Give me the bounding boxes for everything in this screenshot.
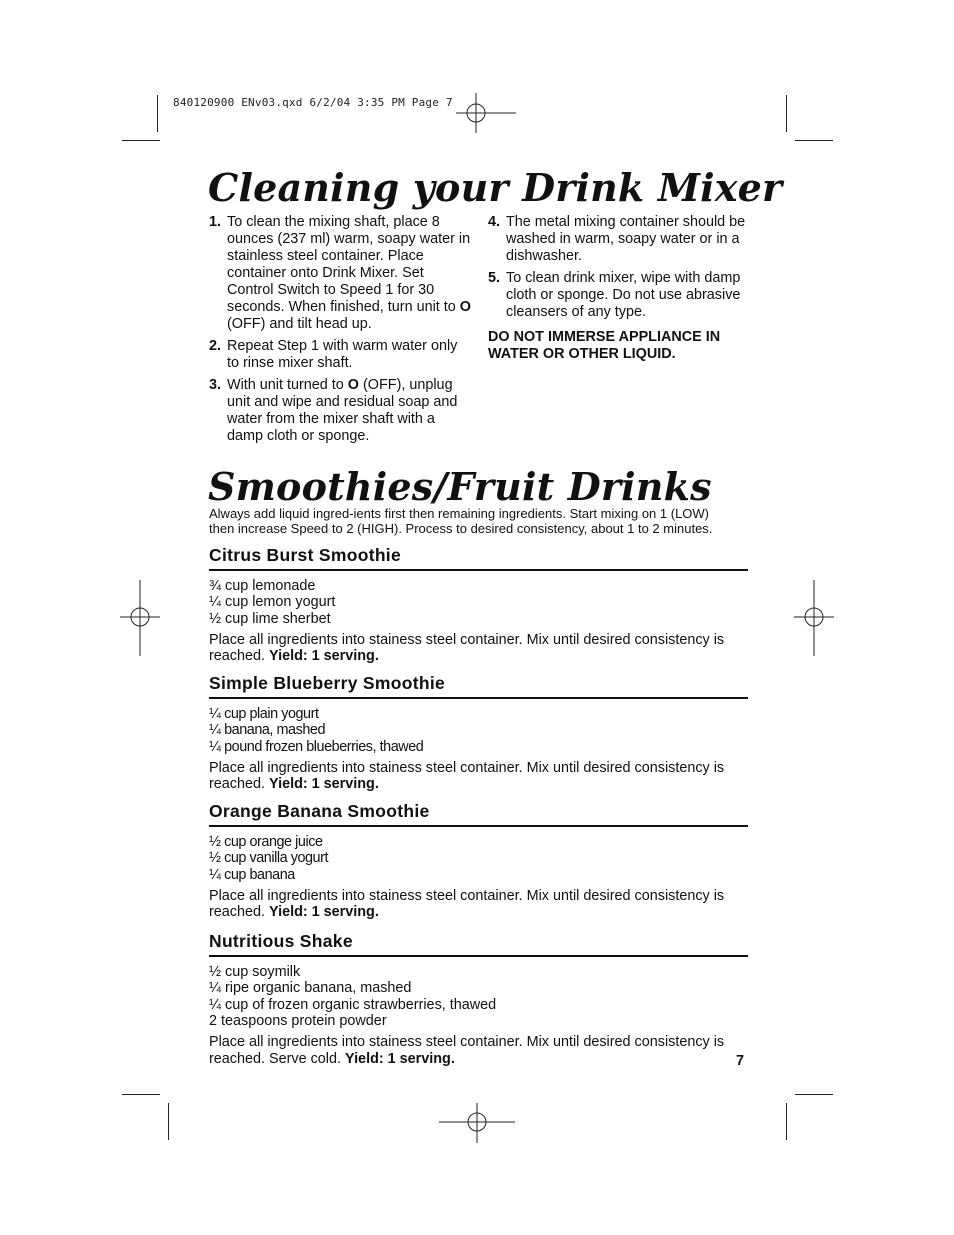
recipe-yield: Yield: 1 serving. bbox=[269, 904, 379, 921]
crop-mark bbox=[795, 1094, 833, 1095]
crop-mark bbox=[168, 1103, 169, 1140]
step-text: With unit turned to bbox=[227, 377, 348, 393]
method-text: Place all ingredients into stainess steel container. Mix until desired consistency is reached. bbox=[209, 887, 725, 921]
print-slug: 840120900 ENv03.qxd 6/2/04 3:35 PM Page 7 bbox=[173, 96, 453, 109]
cleaning-steps-left bbox=[209, 214, 471, 450]
step-number: 1. bbox=[209, 214, 222, 230]
recipe-simple-blueberry bbox=[209, 673, 748, 793]
ingredient: ¼ ripe organic banana, mashed bbox=[209, 980, 412, 997]
recipe-method bbox=[209, 632, 748, 665]
crop-mark bbox=[795, 140, 833, 141]
ingredient: ¼ cup lemon yogurt bbox=[209, 594, 336, 611]
recipe-title: Citrus Burst Smoothie bbox=[209, 545, 748, 571]
ingredient: ¼ cup plain yogurt bbox=[209, 706, 319, 722]
ingredient: ¼ cup banana bbox=[209, 866, 295, 883]
ingredient: ½ cup orange juice bbox=[209, 834, 323, 850]
recipe-nutritious-shake bbox=[209, 931, 748, 1067]
method-text: Place all ingredients into stainess steel container. Mix until desired consistency is reached. bbox=[209, 759, 725, 793]
recipe-method bbox=[209, 888, 748, 921]
crop-mark bbox=[786, 1103, 787, 1140]
crop-mark bbox=[122, 140, 160, 141]
cleaning-step bbox=[209, 377, 471, 445]
recipe-method bbox=[209, 1034, 748, 1067]
ingredient: ½ cup lime sherbet bbox=[209, 610, 331, 627]
recipe-method bbox=[209, 760, 748, 793]
ingredient: ½ cup vanilla yogurt bbox=[209, 850, 328, 867]
off-symbol: O bbox=[459, 299, 471, 315]
ingredient-list bbox=[209, 834, 748, 883]
recipe-title: Orange Banana Smoothie bbox=[209, 801, 748, 827]
method-text: Place all ingredients into stainess steel container. Mix until desired consistency is reached. Serve cold. bbox=[209, 1034, 725, 1067]
intro-line: then increase Speed to 2 (HIGH). Process to desired consistency, about 1 to 2 minutes. bbox=[209, 521, 713, 536]
step-number: 3. bbox=[209, 377, 222, 393]
step-text: The metal mixing container should be washed in warm, soapy water or in a dishwasher. bbox=[506, 214, 746, 264]
recipe-title: Simple Blueberry Smoothie bbox=[209, 673, 748, 699]
ingredient: ¾ cup lemonade bbox=[209, 578, 316, 594]
cleaning-title: Cleaning your Drink Mixer bbox=[208, 165, 783, 210]
step-text: (OFF), unplug unit and wipe and residual soap and water from the mixer shaft with a damp cloth or sponge. bbox=[227, 377, 458, 444]
recipe-yield: Yield: 1 serving. bbox=[345, 1050, 455, 1067]
step-text: To clean the mixing shaft, place 8 ounces (237 ml) warm, soapy water in stainless steel container. Place container onto Drink Mixer. Set Control Switch to Speed 1 for 30 seconds. When finished, turn unit to bbox=[227, 214, 471, 315]
warning-line: DO NOT IMMERSE APPLIANCE IN bbox=[488, 329, 721, 345]
step-text: To clean drink mixer, wipe with damp cloth or sponge. Do not use abrasive cleansers of any type. bbox=[506, 270, 741, 320]
cleaning-step bbox=[209, 338, 471, 372]
step-number: 2. bbox=[209, 338, 222, 354]
registration-mark-icon bbox=[120, 580, 160, 656]
registration-mark-icon bbox=[439, 1103, 515, 1143]
cleaning-step bbox=[488, 270, 752, 321]
step-number: 4. bbox=[488, 214, 501, 230]
warning-line: WATER OR OTHER LIQUID. bbox=[488, 346, 676, 362]
ingredient: ¼ banana, mashed bbox=[209, 722, 326, 739]
smoothies-title: Smoothies/Fruit Drinks bbox=[208, 464, 712, 509]
crop-mark bbox=[157, 95, 158, 132]
ingredient: 2 teaspoons protein powder bbox=[209, 1012, 387, 1029]
intro-line: Always add liquid ingred-ients first then remaining ingredients. Start mixing on 1 (LOW) bbox=[209, 506, 710, 521]
recipe-yield: Yield: 1 serving. bbox=[269, 648, 379, 665]
ingredient: ½ cup soymilk bbox=[209, 964, 301, 980]
page-number: 7 bbox=[736, 1053, 745, 1069]
step-text: (OFF) and tilt head up. bbox=[227, 316, 372, 332]
method-text: Place all ingredients into stainess steel container. Mix until desired consistency is reached. bbox=[209, 631, 725, 665]
ingredient-list bbox=[209, 706, 748, 755]
recipe-title: Nutritious Shake bbox=[209, 931, 748, 957]
step-number: 5. bbox=[488, 270, 501, 286]
cleaning-steps-right bbox=[488, 214, 752, 363]
smoothies-intro bbox=[209, 506, 754, 536]
crop-mark bbox=[786, 95, 787, 132]
ingredient-list bbox=[209, 578, 748, 627]
recipe-yield: Yield: 1 serving. bbox=[269, 776, 379, 793]
ingredient: ¼ pound frozen blueberries, thawed bbox=[209, 738, 424, 755]
registration-mark-icon bbox=[456, 93, 516, 133]
step-text: Repeat Step 1 with warm water only to rinse mixer shaft. bbox=[227, 338, 458, 371]
cleaning-step bbox=[209, 214, 471, 333]
ingredient: ¼ cup of frozen organic strawberries, thawed bbox=[209, 996, 497, 1013]
recipe-orange-banana bbox=[209, 801, 748, 921]
ingredient-list bbox=[209, 964, 748, 1029]
immersion-warning bbox=[488, 329, 752, 363]
recipe-citrus-burst bbox=[209, 545, 748, 665]
crop-mark bbox=[122, 1094, 160, 1095]
off-symbol: O bbox=[347, 377, 359, 393]
cleaning-step bbox=[488, 214, 752, 265]
registration-mark-icon bbox=[794, 580, 834, 656]
